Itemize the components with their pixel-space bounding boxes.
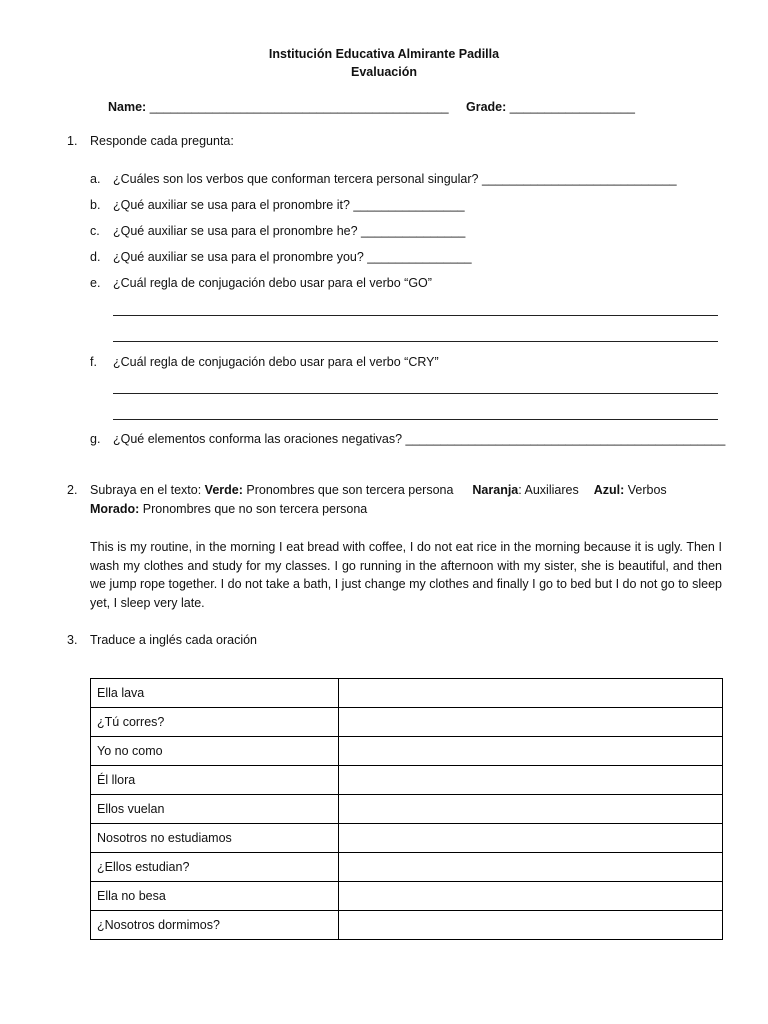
spanish-sentence-cell: ¿Nosotros dormimos? <box>91 911 339 940</box>
table-row <box>91 737 723 766</box>
institution-title: Institución Educativa Almirante Padilla <box>268 47 500 61</box>
question-b: ¿Qué auxiliar se usa para el pronombre it? ________________ <box>113 198 465 212</box>
table-row <box>91 853 723 882</box>
table-row <box>91 708 723 737</box>
question-g-letter: g. <box>90 432 101 446</box>
question-a: ¿Cuáles son los verbos que conforman tercera personal singular? ____________________________ <box>113 172 677 186</box>
spanish-sentence-cell: ¿Ellos estudian? <box>91 853 339 882</box>
translation-answer-cell[interactable] <box>339 882 723 911</box>
spanish-sentence-cell: Ella no besa <box>91 882 339 911</box>
question-f-letter: f. <box>90 355 97 369</box>
grade-row <box>466 100 635 114</box>
legend-verde-text: Pronombres que son tercera persona <box>246 483 454 497</box>
answer-line-f-2[interactable] <box>113 419 718 420</box>
translation-answer-cell[interactable] <box>339 911 723 940</box>
translation-answer-cell[interactable] <box>339 708 723 737</box>
legend-naranja-text: : Auxiliares <box>518 483 579 497</box>
section-2-legend <box>90 483 667 497</box>
spanish-sentence-cell: Ellos vuelan <box>91 795 339 824</box>
question-d-letter: d. <box>90 250 101 264</box>
question-c: ¿Qué auxiliar se usa para el pronombre he? _______________ <box>113 224 466 238</box>
section-3-number: 3. <box>67 633 78 647</box>
spanish-sentence-cell: ¿Tú corres? <box>91 708 339 737</box>
answer-line-e-1[interactable] <box>113 315 718 316</box>
table-row <box>91 679 723 708</box>
routine-paragraph: This is my routine, in the morning I eat bread with coffee, I do not eat rice in the morning because it is ugly. Then I wash my clothes and study for my classes. I go running in the afternoon with my sister, she is beautiful, and then we jump rope together. I do not take a bath, I just change my clothes and finally I go to bed but I do not go to sleep yet, I sleep very late. <box>90 540 722 610</box>
question-f: ¿Cuál regla de conjugación debo usar para el verbo “CRY” <box>113 355 439 369</box>
table-row <box>91 882 723 911</box>
table-row <box>91 911 723 940</box>
table-row <box>91 795 723 824</box>
section-1-instruction: Responde cada pregunta: <box>90 134 234 148</box>
answer-line-f-1[interactable] <box>113 393 718 394</box>
translation-answer-cell[interactable] <box>339 766 723 795</box>
question-c-letter: c. <box>90 224 100 238</box>
question-b-letter: b. <box>90 198 101 212</box>
translation-answer-cell[interactable] <box>339 853 723 882</box>
legend-azul-label: Azul: <box>593 483 625 497</box>
spanish-sentence-cell: Nosotros no estudiamos <box>91 824 339 853</box>
name-field[interactable]: ___________________________________________ <box>149 100 449 114</box>
translation-answer-cell[interactable] <box>339 795 723 824</box>
name-label: Name: <box>108 100 147 114</box>
spanish-sentence-cell: Ella lava <box>91 679 339 708</box>
question-e: ¿Cuál regla de conjugación debo usar para el verbo “GO” <box>113 276 432 290</box>
translation-answer-cell[interactable] <box>339 737 723 766</box>
table-row <box>91 824 723 853</box>
table-row <box>91 766 723 795</box>
legend-azul-text: Verbos <box>627 483 667 497</box>
spanish-sentence-cell: Yo no como <box>91 737 339 766</box>
question-g: ¿Qué elementos conforma las oraciones negativas? ______________________________________________ <box>113 432 726 446</box>
question-d: ¿Qué auxiliar se usa para el pronombre you? _______________ <box>113 250 472 264</box>
grade-field[interactable]: __________________ <box>509 100 635 114</box>
translation-table <box>90 678 723 940</box>
translation-answer-cell[interactable] <box>339 679 723 708</box>
question-e-letter: e. <box>90 276 101 290</box>
section-1-number: 1. <box>67 134 78 148</box>
section-2-legend-morado <box>90 502 367 516</box>
spanish-sentence-cell: Él llora <box>91 766 339 795</box>
section-3-instruction: Traduce a inglés cada oración <box>90 633 257 647</box>
section-2-number: 2. <box>67 483 78 497</box>
answer-line-e-2[interactable] <box>113 341 718 342</box>
question-a-letter: a. <box>90 172 101 186</box>
legend-verde-label: Verde: <box>204 483 243 497</box>
legend-morado-label: Morado: <box>90 502 140 516</box>
grade-label: Grade: <box>466 100 507 114</box>
name-row <box>108 100 449 114</box>
legend-morado-text: Pronombres que no son tercera persona <box>142 502 368 516</box>
translation-answer-cell[interactable] <box>339 824 723 853</box>
document-title: Evaluación <box>351 65 417 79</box>
legend-naranja-label: Naranja <box>472 483 519 497</box>
legend-intro: Subraya en el texto: <box>90 483 202 497</box>
